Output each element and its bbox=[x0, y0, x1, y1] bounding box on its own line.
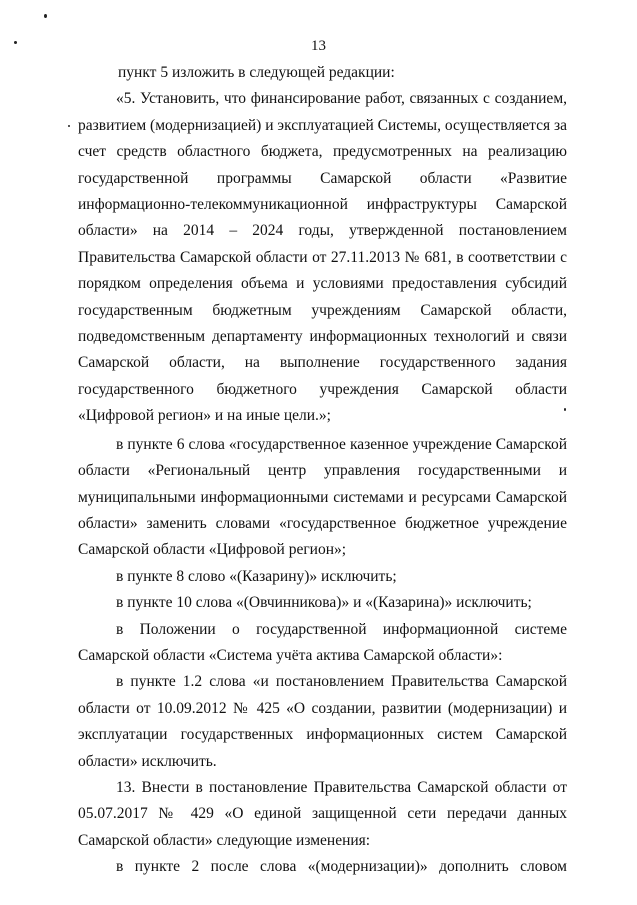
paragraph: пункт 5 изложить в следующей редакции: bbox=[118, 64, 395, 81]
paragraph: в пункте 8 слово «(Казарину)» исключить; bbox=[116, 567, 397, 585]
page-number: 13 bbox=[311, 38, 326, 54]
scan-speck bbox=[44, 14, 47, 18]
document-body bbox=[78, 60, 567, 881]
paragraph: в пункте 1.2 слова «и постановлением Правительства Самарской области от 10.09.2012 № 425 «О создании, развитии (модернизации) и эксплуатации государственных информационных систем Самарской области» исключить. bbox=[78, 673, 567, 770]
paragraph: в пункте 10 слова «(Овчинникова)» и «(Казарина)» исключить; bbox=[116, 594, 532, 612]
paragraph: в пункте 2 после слова «(модернизации)» дополнить словом bbox=[116, 858, 567, 876]
paragraph: в пункте 6 слова «государственное казенное учреждение Самарской области «Региональный центр управления государственными и муниципальными информационными системами и ресурсами Самарской области» заменить словами «государственное бюджетное учреждение Самарской области «Цифровой регион»; bbox=[78, 435, 567, 559]
paragraph: «5. Установить, что финансирование работ, связанных с созданием, развитием (модернизацией) и эксплуатацией Системы, осуществляется за счет средств областного бюджета, предусмотренных на реализацию государственной программы Самарской области «Развитие информационно-телекоммуникационной инфраструктуры Самарской области» на 2014 – 2024 годы, утвержденной постановлением Правительства Самарской области от 27.11.2013 № 681, в соответствии с порядком определения объема и условиями предоставления субсидий государственным бюджетным учреждениям Самарской области, подведомственным департаменту информационных технологий и связи Самарской области, на выполнение государственного задания государственного бюджетного учреждения Самарской области «Цифровой регион» и на иные цели.»; bbox=[78, 90, 567, 425]
paragraph: в Положении о государственной информационной системе Самарской области «Система учёта актива Самарской области»: bbox=[78, 620, 567, 664]
paragraph: 13. Внести в постановление Правительства Самарской области от 05.07.2017 № 429 «О единой защищенной сети передачи данных Самарской области» следующие изменения: bbox=[78, 778, 567, 849]
scan-speck bbox=[68, 125, 70, 127]
